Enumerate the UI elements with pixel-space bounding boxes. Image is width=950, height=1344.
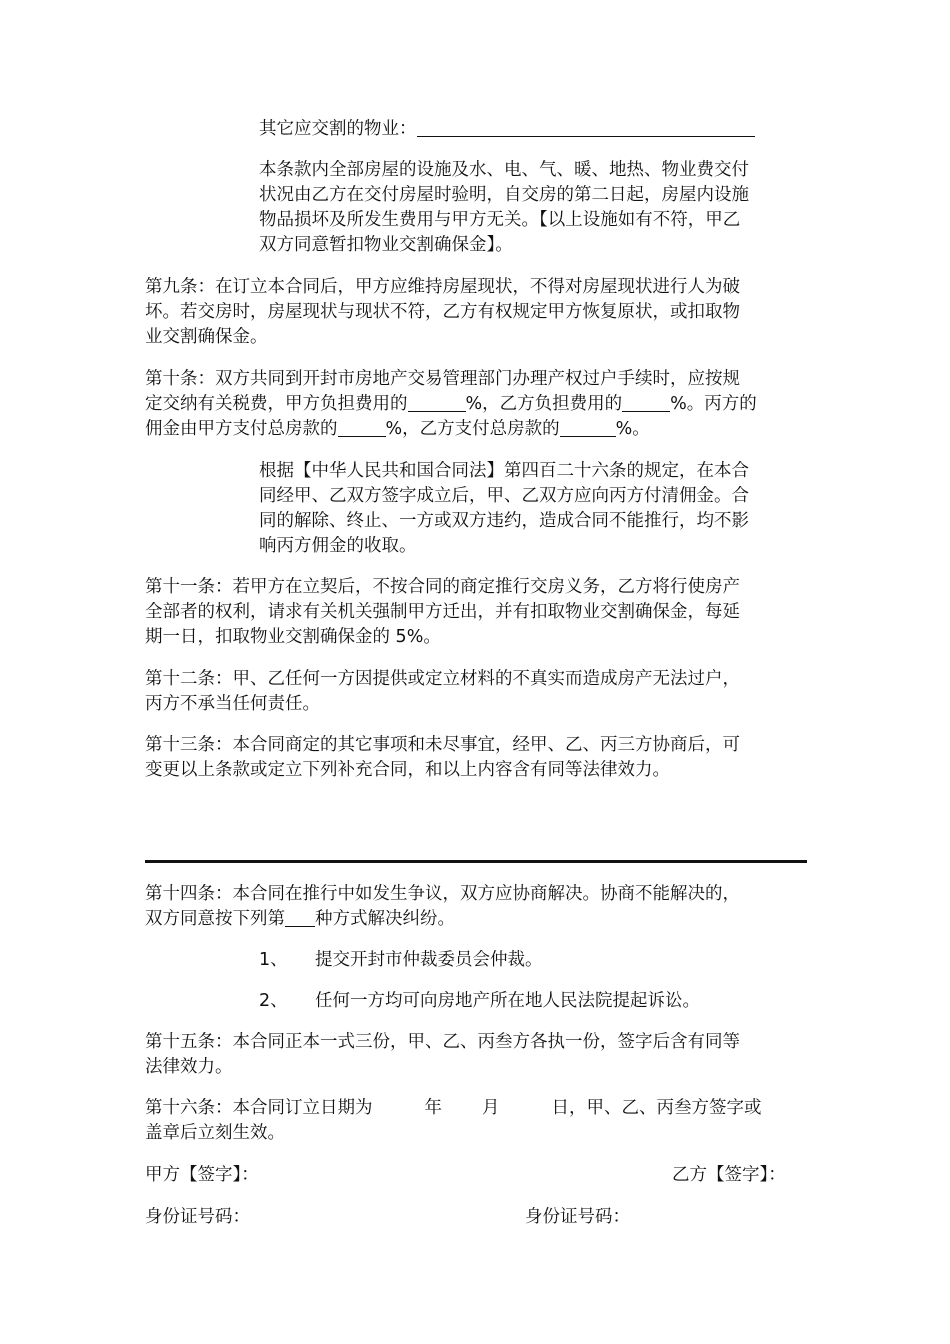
blank-field	[408, 393, 466, 412]
text-fragment: %。	[615, 419, 650, 439]
text-fragment: 定交纳有关税费，甲方负担费用的	[145, 394, 408, 414]
text-fragment: 双方同意按下列第	[145, 909, 285, 929]
text-fragment: %，乙方支付总房款的	[385, 419, 560, 439]
text-line: 业交割确保金。	[145, 327, 268, 347]
blank-field	[285, 908, 315, 927]
option-text: 提交开封市仲裁委员会仲裁。	[315, 950, 543, 970]
text-line: 本条款内全部房屋的设施及水、电、气、暖、地热、物业费交付	[259, 160, 749, 180]
text-line: 全部者的权利，请求有关机关强制甲方迁出，并有扣取物业交割确保金，每延	[145, 602, 740, 622]
blank-field	[560, 418, 616, 437]
text-line: 丙方不承当任何责任。	[145, 694, 320, 714]
article-16	[145, 1096, 807, 1146]
option-1	[259, 948, 799, 973]
text-line: 响丙方佣金的收取。	[259, 536, 417, 556]
text-fragment: %，乙方负担费用的	[465, 394, 623, 414]
party-a-signature-label: 甲方【签字】：	[145, 1165, 259, 1185]
text-line: 第十四条：本合同在推行中如发生争议，双方应协商解决。协商不能解决的，	[145, 884, 740, 904]
party-b-id-label: 身份证号码：	[525, 1207, 630, 1227]
signature-row	[145, 1163, 807, 1188]
text-line: 物品损坏及所发生费用与甲方无关。【以上设施如有不符，甲乙	[259, 210, 741, 230]
option-number: 1、	[259, 950, 288, 970]
text-line: 期一日，扣取物业交割确保金的 5%。	[145, 627, 441, 647]
party-b-signature-label: 乙方【签字】：	[672, 1165, 786, 1185]
text-line: 同的解除、终止、一方或双方违约，造成合同不能推行，均不影	[259, 511, 749, 531]
text-line: 第十二条：甲、乙任何一方因提供或定立材料的不真实而造成房产无法过户，	[145, 669, 740, 689]
text-line: 法律效力。	[145, 1057, 233, 1077]
option-2	[259, 989, 799, 1014]
blank-field	[338, 418, 386, 437]
text-line	[145, 1096, 807, 1121]
date-year-label: 年	[424, 1098, 442, 1118]
text-line	[145, 417, 807, 442]
article-14	[145, 882, 807, 932]
text-line: 同经甲、乙双方签字成立后，甲、乙双方应向丙方付清佣金。合	[259, 486, 749, 506]
article-10	[145, 367, 807, 442]
blank-field	[622, 393, 670, 412]
id-number-row	[145, 1205, 807, 1230]
text-line: 第十一条：若甲方在立契后，不按合同的商定推行交房义务，乙方将行使房产	[145, 577, 740, 597]
article-13	[145, 733, 807, 783]
text-line: 第十条：双方共同到开封市房地产交易管理部门办理产权过户手续时，应按规	[145, 369, 740, 389]
text-line: 第十五条：本合同正本一式三份，甲、乙、丙叁方各执一份，签字后含有同等	[145, 1032, 740, 1052]
facility-note	[259, 158, 799, 258]
text-line: 变更以上条款或定立下列补充合同，和以上内容含有同等法律效力。	[145, 760, 670, 780]
text-line: 双方同意暂扣物业交割确保金】。	[259, 235, 513, 255]
other-property-line	[259, 117, 799, 142]
party-a-id-label: 身份证号码：	[145, 1207, 250, 1227]
article-9	[145, 275, 807, 350]
text-line: 第九条：在订立本合同后，甲方应维持房屋现状，不得对房屋现状进行人为破	[145, 277, 740, 297]
text-line: 状况由乙方在交付房屋时验明，自交房的第二日起，房屋内设施	[259, 185, 749, 205]
text-fragment: 日，甲、乙、丙叁方签字或	[551, 1098, 762, 1118]
horizontal-rule	[145, 860, 807, 863]
text-fragment: 第十六条：本合同订立日期为	[145, 1098, 373, 1118]
text-fragment: %。丙方的	[670, 394, 757, 414]
contract-law-note	[259, 459, 799, 559]
text-fragment: 佣金由甲方支付总房款的	[145, 419, 338, 439]
article-15	[145, 1030, 807, 1080]
article-12	[145, 667, 807, 717]
option-text: 任何一方均可向房地产所在地人民法院提起诉讼。	[315, 991, 700, 1011]
text-line	[145, 392, 807, 417]
text-line: 坏。若交房时，房屋现状与现状不符，乙方有权规定甲方恢复原状，或扣取物	[145, 302, 740, 322]
text-fragment: 种方式解决纠纷。	[315, 909, 455, 929]
article-11	[145, 575, 807, 650]
option-number: 2、	[259, 991, 288, 1011]
text-line: 盖章后立刻生效。	[145, 1123, 285, 1143]
text-line: 根据【中华人民共和国合同法】第四百二十六条的规定，在本合	[259, 461, 749, 481]
date-month-label: 月	[482, 1098, 500, 1118]
other-property-label: 其它应交割的物业：	[259, 119, 417, 139]
text-line	[145, 907, 807, 932]
blank-field	[417, 118, 755, 137]
text-line: 第十三条：本合同商定的其它事项和未尽事宜，经甲、乙、丙三方协商后，可	[145, 735, 740, 755]
